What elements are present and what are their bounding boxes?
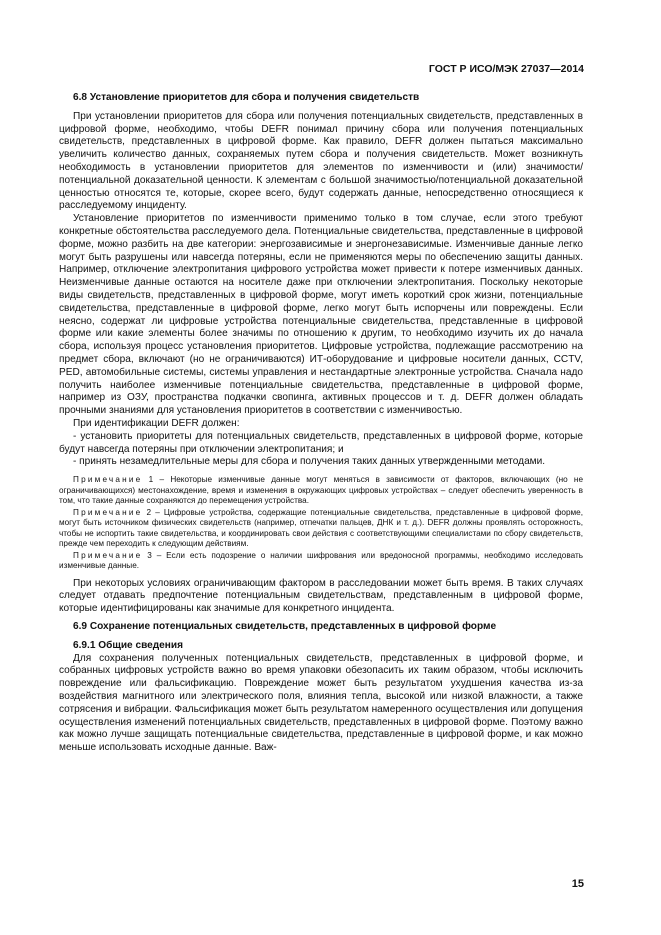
page-number: 15 — [571, 878, 584, 890]
section-6-8-paragraph-2: Установление приоритетов по изменчивости применимо только в том случае, если этого требуют конкретные обстоятельства расследуемого дела. Потенциальные свидетельства, представленные в цифровой форме, можно разбить на две категории: энергозависимые и энергонезависимые. Изменчивые данные легко могут быть разрушены или навсегда потеряны, если не применяются меры по обеспечению защиты данных. Например, отключение электропитания цифрового устройства может привести к потере изменчивых данных. Неизменчивые данные остаются на носителе даже при отключении электропитания. Поскольку некоторые виды свидетельств, представленных в цифровой форме, могут иметь короткий срок жизни, потенциальные свидетельства, представленные в цифровой форме, легко могут быть испорчены или повреждены. Если неясно, содержат ли цифровые устройства потенциальные свидетельства, представленные в цифровой форме или какие элементы более значимы по отношению к другим, то необходимо изучить их до начала сбора, используя процесс установления приоритетов. Цифровые устройства, подлежащие рассмотрению на предмет сбора, включают (но не ограничиваются) ИТ-оборудование и цифровые носители данных, CCTV, PED, автомобильные системы, системы управления и нестандартные электронные устройства. Сначала надо получить наиболее изменчивые потенциальные свидетельства, представленные в цифровой форме, например из ОЗУ, пространства подкачки свопинга, активных процессов и т. д. DEFR должен обладать прочными знаниями для установления приоритетов в соответствии с изменчивостью. — [59, 213, 583, 417]
note-text: 2 – Цифровые устройства, содержащие потенциальные свидетельства, представленные в цифровой форме, могут быть источником физических свидетельств (например, отпечатки пальцев, ДНК и т. д.). DEFR должны проявлять осторожность, чтобы не испортить такие свидетельства, и координировать свои действия с соответствующими специалистами по сбору свидетельств, прежде чем переходить к следующим действиям. — [59, 507, 583, 549]
section-6-8-paragraph-3: При идентификации DEFR должен: — [73, 417, 240, 429]
page-content — [59, 92, 583, 755]
note-1 — [59, 475, 583, 507]
section-6-9-1-title: 6.9.1 Общие сведения — [73, 639, 183, 651]
section-6-8-title: 6.8 Установление приоритетов для сбора и получения свидетельств — [73, 92, 420, 103]
section-6-9-1-paragraph-1: Для сохранения полученных потенциальных свидетельств, представленных в цифровой форме, и собранных цифровых устройств важно во время упаковки обезопасить их таким образом, чтобы исключить повреждение или фальсификацию. Повреждение может быть результатом ухудшения качества из-за воздействия магнитного или электрического поля, влияния тепла, высокой или низкой влажности, а также сотрясения и вибрации. Фальсификация может быть результатом намеренного осуществления или допущения осуществления изменений потенциальных свидетельств, представленных в цифровой форме. Поэтому важно как можно лучше защищать потенциальные свидетельства, представленные в цифровой форме, и как можно меньше использовать исходные данные. Важ- — [59, 652, 583, 754]
note-label: Примечание — [73, 550, 143, 560]
note-text: 3 – Если есть подозрение о наличии шифрования или вредоносной программы, необходимо исследовать изменчивые данные. — [59, 550, 583, 571]
section-6-8-paragraph-1: При установлении приоритетов для сбора или получения потенциальных свидетельств, представленных в цифровой форме, необходимо, чтобы DEFR понимал причину сбора или получения потенциальных свидетельств, представленных в цифровой форме. Как правило, DEFR должен пытаться максимально увеличить количество данных, сохраняемых путем сбора и получения свидетельств. Может возникнуть необходимость в установлении приоритетов для элементов по изменчивости и (или) значимости/потенциальной доказательной ценности. К элементам с большой значимостью/потенциальной доказательной ценностью относятся те, которые, скорее всего, будут содержать данные, непосредственно относящиеся к расследуемому инциденту. — [59, 110, 583, 212]
note-label: Примечание — [73, 475, 143, 485]
note-2 — [59, 508, 583, 550]
note-label: Примечание — [73, 507, 143, 517]
note-text: 1 – Некоторые изменчивые данные могут меняться в зависимости от факторов, включающих (но не ограничивающихся) местонахождение, время и изменения в окружающих цифровых устройствах – следует обеспечить уверенность в том, что такие данные сохраняются до перемещения устройства. — [59, 475, 584, 506]
standard-header: ГОСТ Р ИСО/МЭК 27037—2014 — [428, 63, 584, 75]
notes-block — [59, 475, 583, 572]
list-item: - установить приоритеты для потенциальных свидетельств, представленных в цифровой форме, которые будут навсегда потеряны при отключении электропитания; и — [59, 430, 583, 455]
section-6-8-paragraph-4: При некоторых условиях ограничивающим фактором в расследовании может быть время. В таких случаях следует отдавать предпочтение потенциальным свидетельствам, представленным в цифровой форме, которые идентифицированы как значимые для конкретного инцидента. — [59, 577, 583, 615]
list-item: - принять незамедлительные меры для сбора и получения таких данных утвержденными методами. — [73, 456, 546, 468]
section-6-9-title: 6.9 Сохранение потенциальных свидетельств, представленных в цифровой форме — [73, 621, 497, 632]
note-3 — [59, 551, 583, 572]
